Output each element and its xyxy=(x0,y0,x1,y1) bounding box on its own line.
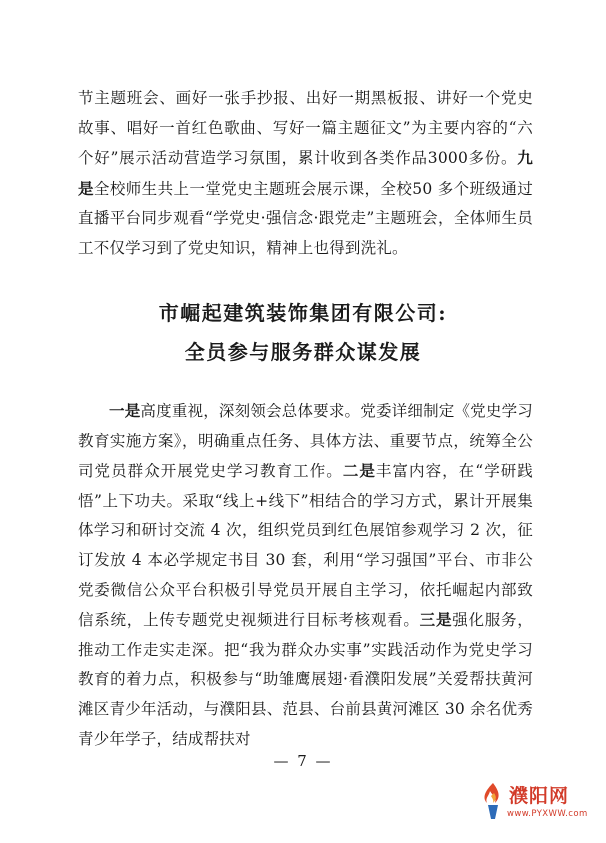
point1-text: 高度重视，深刻领会总体要求。党委详细制定《党史学习教育实施方案》，明确重点任务、具体方法、重要节点，统筹全公司党员群众开展党史学习教育工作。 xyxy=(78,402,533,481)
torch-logo-icon xyxy=(479,781,507,821)
section-title-line1: 市崛起建筑装饰集团有限公司: xyxy=(158,301,448,325)
point3-text: 强化服务，推动工作走实走深。把“我为群众办实事”实践活动作为党史学习教育的着力点，积极参与“助雏鹰展翅·看濮阳发展”关爱帮扶黄河滩区青少年活动，与濮阳县、范县、台前县黄河滩区 30 余名优秀青少年学子，结成帮扶对 xyxy=(78,611,533,748)
paragraph-body xyxy=(78,396,533,754)
page-number: — 7 — xyxy=(273,752,333,770)
watermark-name: 濮阳网 xyxy=(509,785,570,807)
paragraph1-tail: 全校师生共上一堂党史主题班会展示课，全校50 多个班级通过直播平台同步观看“学党史·强信念·跟党走”主题班会，全体师生员工不仅学习到了党史知识，精神上也得到洗礼。 xyxy=(78,179,534,257)
section-title-line2: 全员参与服务群众谋发展 xyxy=(184,340,422,364)
point2-text: 丰富内容，在“学研践悟”上下功夫。采取“线上+线下”相结合的学习方式，累计开展集体学习和研讨交流 4 次，组织党员到红色展馆参观学习 2 次，征订发放 4 本必学规定书目 30 套，利用“学习强国”平台、市非公党委微信公众平台积极引导党员开展自主学习，依托崛起内部致信系统，上传专题党史视频进行目标考核观看。 xyxy=(78,462,533,630)
point1-lead: 一是 xyxy=(109,401,141,420)
paragraph1-lead: 九是 xyxy=(78,148,533,198)
paragraph1-text: 节主题班会、画好一张手抄报、出好一期黑板报、讲好一个党史故事、唱好一首红色歌曲、写好一篇主题征文”为主要内容的“六个好”展示活动营造学习氛围，累计收到各类作品3000多份。 xyxy=(78,89,533,168)
watermark xyxy=(473,779,598,831)
paragraph-continuation xyxy=(78,84,533,264)
point2-lead: 二是 xyxy=(342,461,376,481)
point3-lead: 三是 xyxy=(419,610,453,630)
watermark-url: www.PYXWW.com xyxy=(507,809,588,819)
